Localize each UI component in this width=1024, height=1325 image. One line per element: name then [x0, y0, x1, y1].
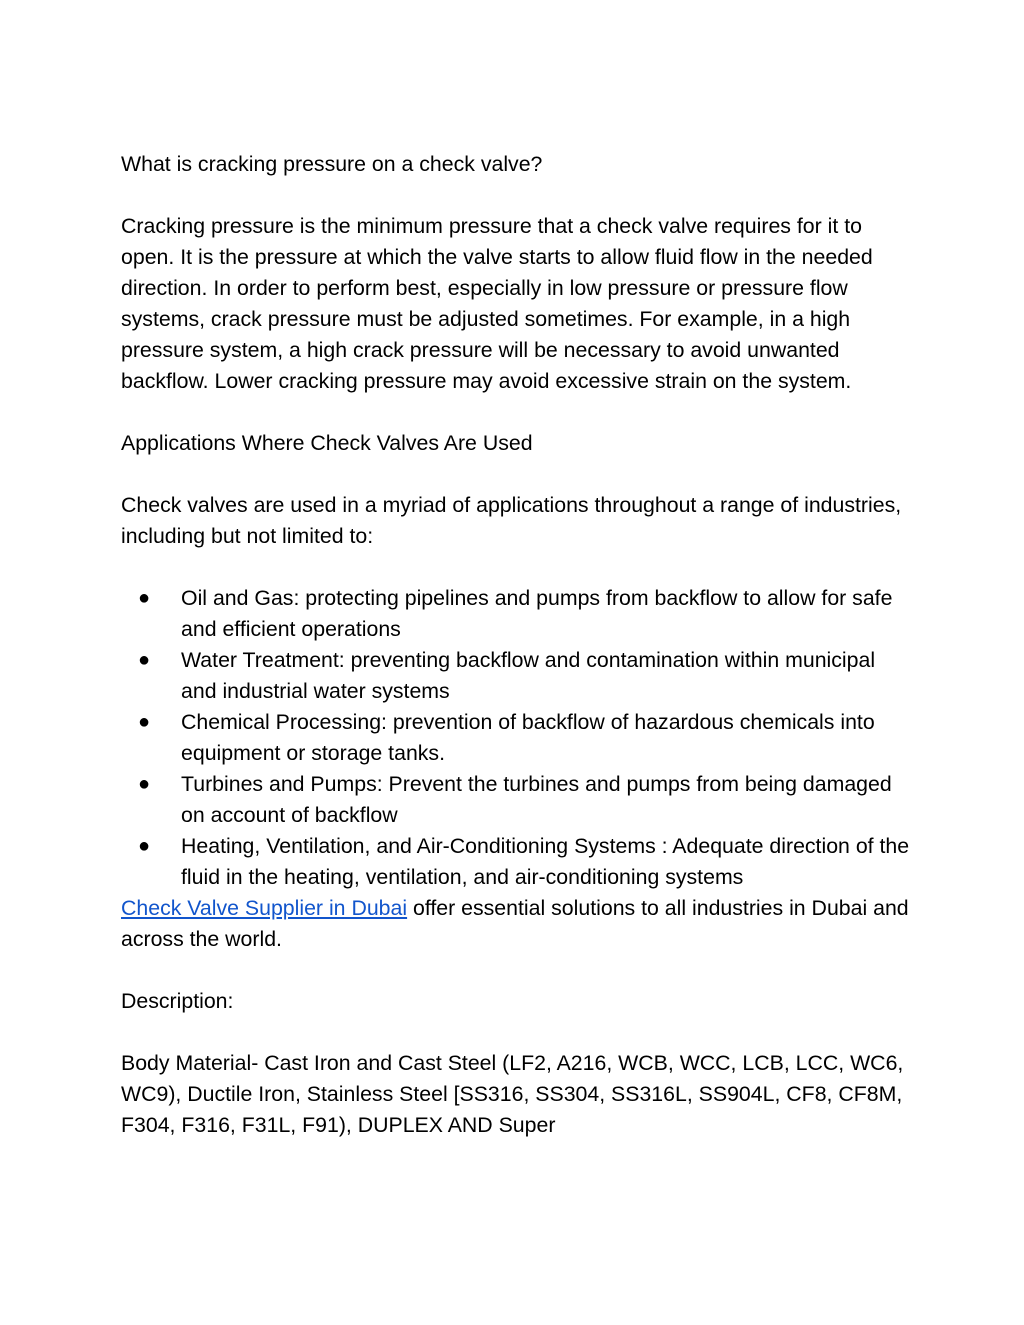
list-item	[121, 583, 911, 645]
paragraph-applications-intro: Check valves are used in a myriad of applications throughout a range of industries, including but not limited to:	[121, 493, 902, 548]
document-page	[121, 149, 911, 1141]
list-item	[121, 707, 911, 769]
heading-applications: Applications Where Check Valves Are Used	[121, 431, 533, 455]
description-label: Description:	[121, 989, 234, 1013]
bullet-icon: ●	[138, 711, 151, 733]
supplier-paragraph	[121, 893, 911, 955]
bullet-icon: ●	[138, 835, 151, 857]
bullet-icon: ●	[138, 649, 151, 671]
list-item-text: Heating, Ventilation, and Air-Conditioning Systems : Adequate direction of the fluid in the heating, ventilation, and air-conditioning systems	[181, 834, 910, 889]
list-item-text: Oil and Gas: protecting pipelines and pumps from backflow to allow for safe and efficient operations	[181, 586, 893, 641]
paragraph-cracking-pressure: Cracking pressure is the minimum pressure that a check valve requires for it to open. It is the pressure at which the valve starts to allow fluid flow in the needed direction. In order to perform best, especially in low pressure or pressure flow systems, crack pressure must be adjusted sometimes. For example, in a high pressure system, a high crack pressure will be necessary to avoid unwanted backflow. Lower cracking pressure may avoid excessive strain on the system.	[121, 214, 873, 393]
list-item	[121, 831, 911, 893]
list-item	[121, 645, 911, 707]
list-item	[121, 769, 911, 831]
bullet-icon: ●	[138, 773, 151, 795]
list-item-text: Chemical Processing: prevention of backflow of hazardous chemicals into equipment or storage tanks.	[181, 710, 875, 765]
applications-list	[121, 583, 911, 893]
body-material-paragraph: Body Material- Cast Iron and Cast Steel (LF2, A216, WCB, WCC, LCB, LCC, WC6, WC9), Ductile Iron, Stainless Steel [SS316, SS304, SS316L, SS904L, CF8, CF8M, F304, F316, F31L, F91), DUPLEX AND Super	[121, 1051, 904, 1137]
supplier-sentence-rest: offer essential solutions to all industries in Dubai and across the world.	[121, 896, 909, 951]
check-valve-supplier-link[interactable]: Check Valve Supplier in Dubai	[121, 896, 408, 920]
list-item-text: Turbines and Pumps: Prevent the turbines and pumps from being damaged on account of backflow	[181, 772, 892, 827]
list-item-text: Water Treatment: preventing backflow and contamination within municipal and industrial water systems	[181, 648, 876, 703]
heading-cracking-pressure: What is cracking pressure on a check valve?	[121, 152, 543, 176]
bullet-icon: ●	[138, 587, 151, 609]
